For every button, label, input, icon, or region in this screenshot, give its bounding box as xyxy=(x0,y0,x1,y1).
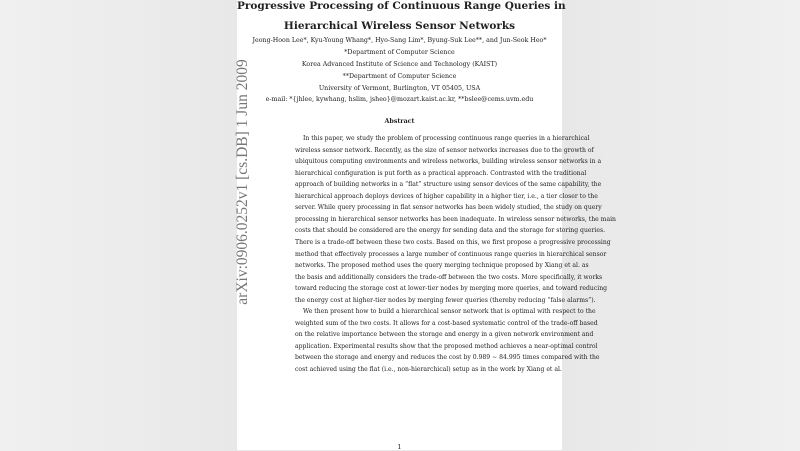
abstract-line: the basis and additionally considers the trade-off between the two costs. More specifically, it works xyxy=(295,273,603,281)
authors: Jeong-Hoon Lee*, Kyu-Young Whang*, Hyo-Sang Lim*, Byung-Suk Lee**, and Jun-Seok Heo* xyxy=(252,37,547,44)
abstract-line: application. Experimental results show that the proposed method achieves a near-optimal control xyxy=(295,342,598,350)
abstract-line: networks. The proposed method uses the query merging technique proposed by Xiang et al. as xyxy=(295,262,589,270)
abstract-line: on the relative importance between the storage and energy in a given network environment and xyxy=(295,331,594,339)
abstract-line: weighted sum of the two costs. It allows for a cost-based systematic control of the trade-off based xyxy=(295,319,598,327)
paper-title-line-2: Hierarchical Wireless Sensor Networks xyxy=(283,20,516,32)
page-number: 1 xyxy=(397,443,402,451)
abstract-line: In this paper, we study the problem of processing continuous range queries in a hierarchical xyxy=(303,135,590,142)
paper-page xyxy=(237,0,616,451)
abstract-line: hierarchical approach deploys devices of higher capability in a higher tier, i.e., a tier closer to the xyxy=(295,192,598,200)
abstract-line: cost achieved using the flat (i.e., non-hierarchical) setup as in the work by Xiang et al. xyxy=(295,366,562,373)
abstract-line: ubiquitous computing environments and wireless networks, building wireless sensor networks in a xyxy=(295,158,602,166)
abstract-line: the energy cost at higher-tier nodes by merging fewer queries (thereby reducing “false alarms”). xyxy=(295,296,596,304)
abstract-line: hierarchical configuration is put forth as a practical approach. Contrasted with the traditional xyxy=(295,169,587,177)
affiliation-line: Korea Advanced Institute of Science and Technology (KAIST) xyxy=(301,61,498,68)
abstract-line: processing in hierarchical sensor networks has been inadequate. In wireless sensor networks, the main xyxy=(295,215,616,223)
abstract-line: We then present how to build a hierarchical sensor network that is optimal with respect to the xyxy=(303,308,596,316)
abstract-heading: Abstract xyxy=(384,118,415,125)
arxiv-stamp: arXiv:0906.0252v1 [cs.DB] 1 Jun 2009 xyxy=(234,59,251,305)
abstract-line: costs that should be considered are the energy for sending data and the storage for storing queries. xyxy=(295,227,606,235)
email-line: e-mail: *{jhlee, kywhang, hslim, jsheo}@mozart.kaist.ac.kr, **bslee@cems.uvm.edu xyxy=(265,96,534,103)
affiliation-line: University of Vermont, Burlington, VT 05405, USA xyxy=(318,85,481,92)
abstract-line: wireless sensor network. Recently, as the size of sensor networks increases due to the growth of xyxy=(295,146,594,154)
abstract-line: There is a trade-off between these two costs. Based on this, we first propose a progressive processing xyxy=(295,238,611,246)
paper-title-line-1: Progressive Processing of Continuous Range Queries in xyxy=(237,0,566,12)
affiliation-line: **Department of Computer Science xyxy=(342,73,457,80)
abstract-line: method that effectively processes a large number of continuous range queries in hierarchical sensor xyxy=(295,250,607,258)
affiliation-line: *Department of Computer Science xyxy=(344,49,455,56)
abstract-line: server. While query processing in flat sensor networks has been widely studied, the study on query xyxy=(295,204,602,212)
abstract-line: between the storage and energy and reduces the cost by 0.989 ∼ 84.995 times compared with the xyxy=(295,354,600,362)
abstract-line: approach of building networks in a “flat” structure using sensor devices of the same capability, the xyxy=(295,181,602,189)
abstract-line: toward reducing the storage cost at lower-tier nodes by merging more queries, and toward reducing xyxy=(295,285,608,293)
